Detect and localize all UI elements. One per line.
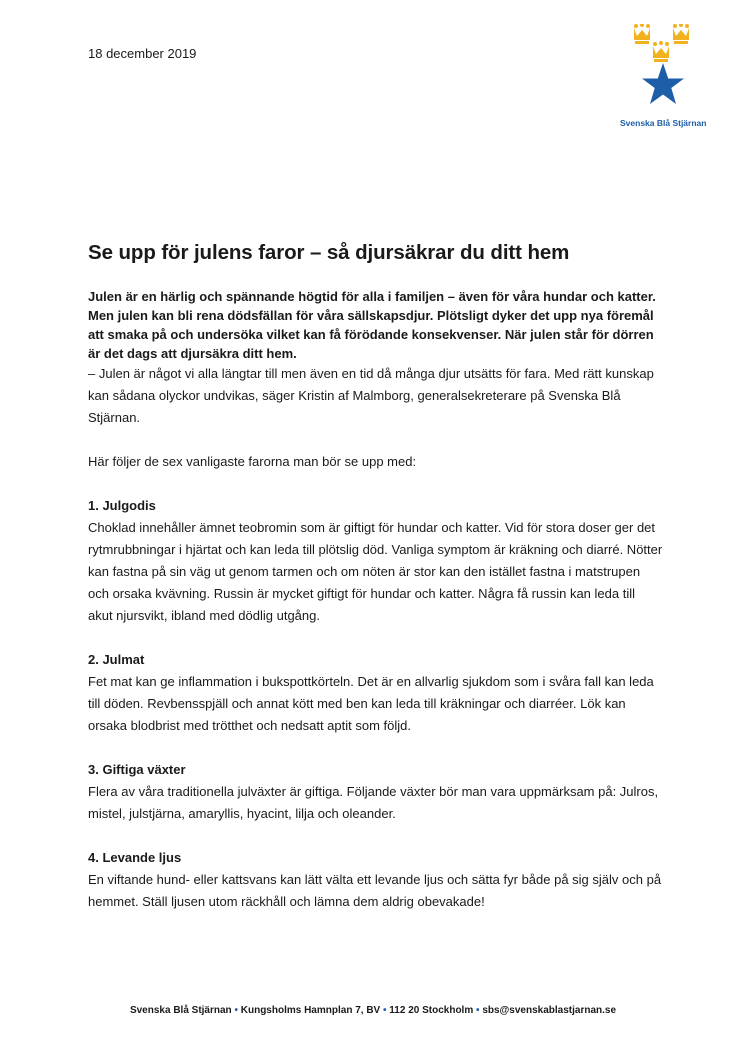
article-intro: Här följer de sex vanligaste farorna man bör se upp med: (88, 454, 417, 469)
organization-logo (620, 24, 706, 128)
footer-email[interactable]: sbs@svenskablastjarnan.se (482, 1005, 617, 1016)
article-title: Se upp för julens faror – så djursäkrar du ditt hem (88, 241, 570, 264)
section-heading: 1. Julgodis (88, 498, 156, 513)
footer-postal: 112 20 Stockholm (389, 1005, 474, 1016)
section-heading: 4. Levande ljus (88, 850, 182, 865)
document-date: 18 december 2019 (88, 46, 197, 61)
section-julmat (88, 649, 663, 737)
section-body: En viftande hund- eller kattsvans kan lätt välta ett levande ljus och sätta fyr både på sig själv och på hemmet. Ställ ljusen utom räckhåll och lämna dem aldrig obevakade! (88, 872, 662, 909)
section-giftiga-vaxter (88, 759, 663, 825)
footer-org: Svenska Blå Stjärnan (129, 1005, 232, 1016)
article-lead: Julen är en härlig och spännande högtid för alla i familjen – även för våra hundar och katter. Men julen kan bli rena dödsfällan för våra sällskapsdjur. Plötsligt dyker det upp nya föremål att smaka på och undersöka vilket kan få förödande konsekvenser. När julen står för dörren är det dags att djursäkra ditt hem. (88, 289, 656, 361)
footer-separator: • (234, 1005, 238, 1016)
section-body: Fet mat kan ge inflammation i bukspottkörteln. Det är en allvarlig sjukdom som i svåra fall kan leda till döden. Revbensspjäll och annat kött med ben kan leda till kräkningar och diarréer. Lök kan orsaka blodbrist med trötthet och nedsatt aptit som följd. (88, 674, 654, 733)
section-body: Flera av våra traditionella julväxter är giftiga. Följande växter bör man vara uppmärksam på: Julros, mistel, julstjärna, amaryllis, hyacint, lilja och oleander. (88, 784, 659, 821)
section-body: Choklad innehåller ämnet teobromin som är giftigt för hundar och katter. Vid för stora doser ger det rytmrubbningar i hjärtat och kan leda till plötslig död. Vanliga symptom är kräkning och diarré. Nötter kan fastna på sin väg ut genom tarmen och om nöten är stor kan den istället fastna i matstrupen och orsaka kvävning. Russin är mycket giftigt för hundar och katter. Några få russin kan leda till akut njursvikt, ibland med dödlig utgång. (88, 520, 663, 623)
section-julgodis (88, 495, 663, 627)
section-heading: 3. Giftiga växter (88, 762, 186, 777)
section-levande-ljus (88, 847, 663, 913)
section-heading: 2. Julmat (88, 652, 145, 667)
footer-address: Kungsholms Hamnplan 7, BV (240, 1005, 381, 1016)
footer-separator: • (383, 1005, 387, 1016)
logo-crowns-star-icon (632, 24, 694, 114)
article-body (88, 287, 663, 935)
article-quote: – Julen är något vi alla längtar till men även en tid då många djur utsätts för fara. Med rätt kunskap kan sådana olyckor undvikas, säger Kristin af Malmborg, generalsekreterare på Svenska Blå Stjärnan. (88, 366, 654, 425)
page-footer (0, 1005, 746, 1016)
logo-text: Svenska Blå Stjärnan (620, 118, 707, 128)
footer-separator: • (476, 1005, 480, 1016)
